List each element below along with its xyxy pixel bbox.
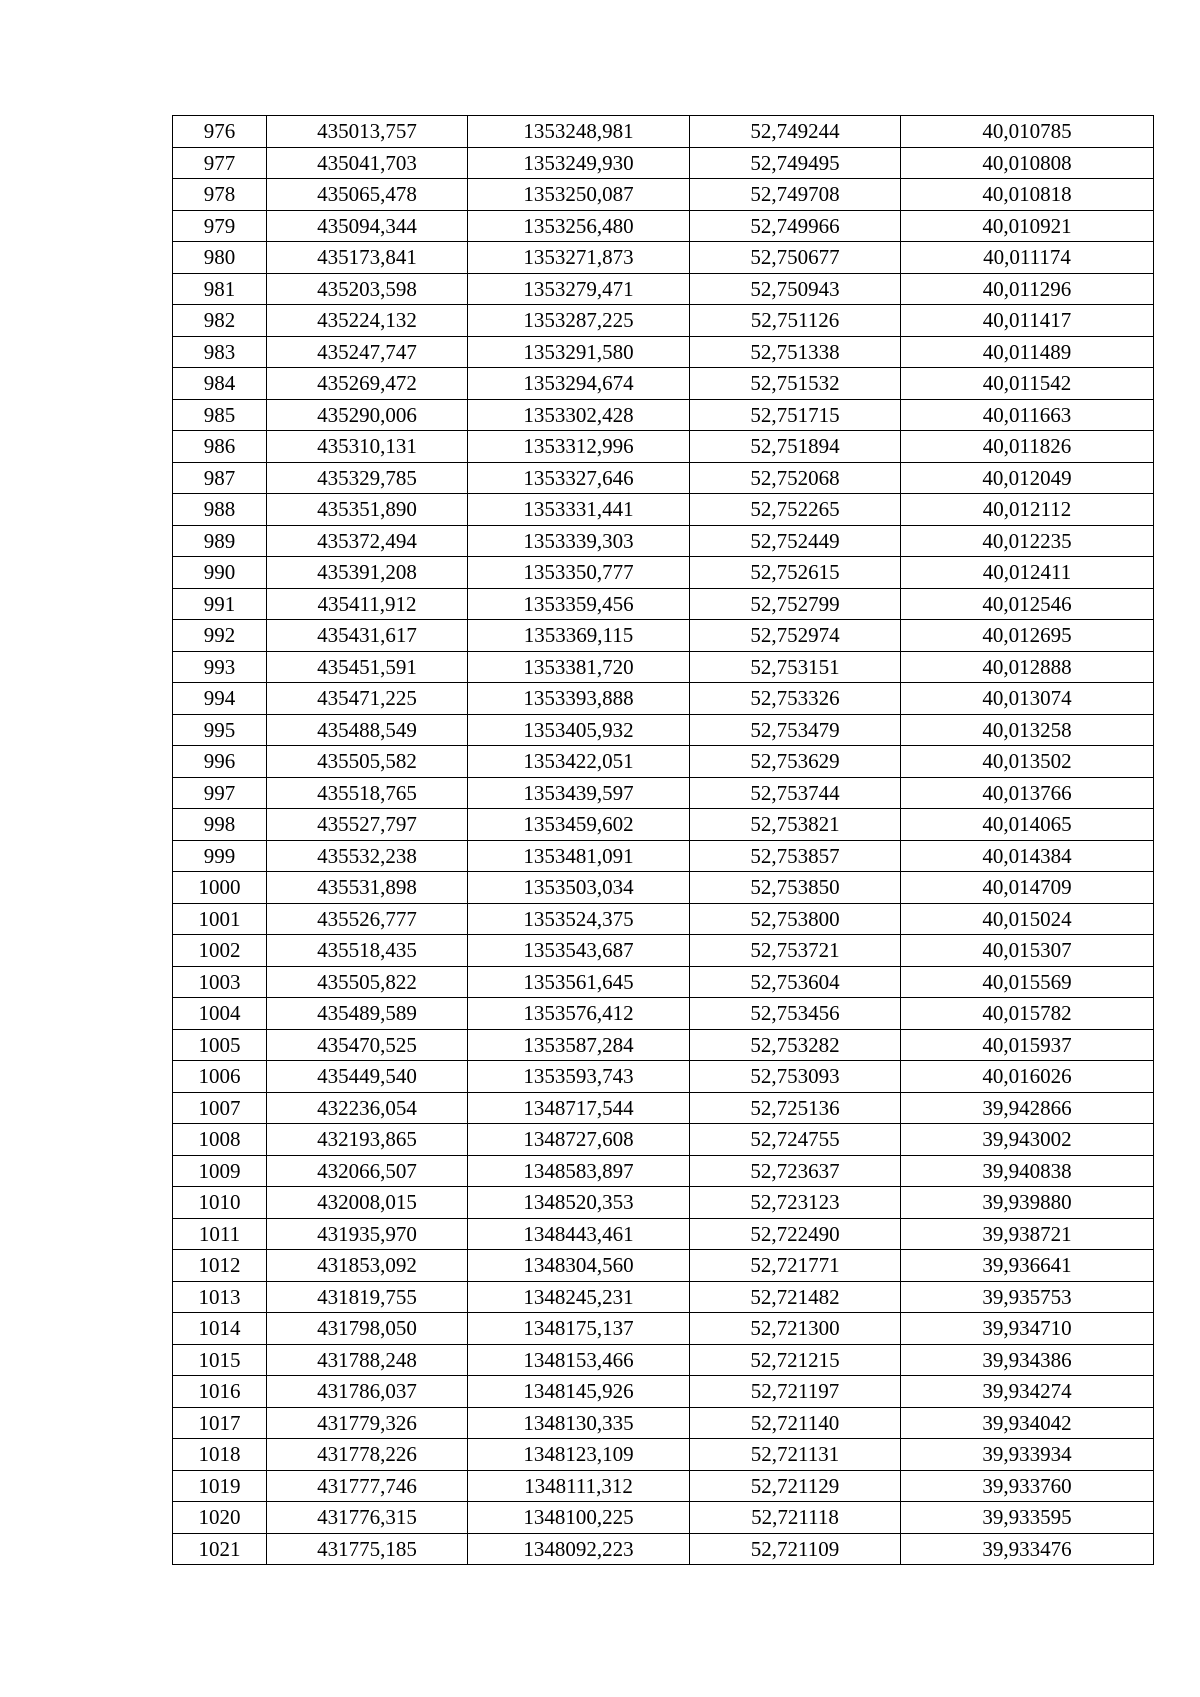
table-row: [173, 1439, 1154, 1471]
latitude-cell: 52,721131: [690, 1439, 901, 1471]
latitude-cell: 52,750943: [690, 273, 901, 305]
longitude-cell: 40,016026: [901, 1061, 1154, 1093]
y-coordinate-cell: 1353294,674: [468, 368, 690, 400]
point-number-cell: 978: [173, 179, 267, 211]
y-coordinate-cell: 1348717,544: [468, 1092, 690, 1124]
table-row: [173, 998, 1154, 1030]
latitude-cell: 52,749244: [690, 116, 901, 148]
x-coordinate-cell: 435431,617: [267, 620, 468, 652]
latitude-cell: 52,752799: [690, 588, 901, 620]
latitude-cell: 52,721771: [690, 1250, 901, 1282]
longitude-cell: 40,015307: [901, 935, 1154, 967]
table-row: [173, 777, 1154, 809]
latitude-cell: 52,753282: [690, 1029, 901, 1061]
longitude-cell: 39,934386: [901, 1344, 1154, 1376]
longitude-cell: 40,013258: [901, 714, 1154, 746]
x-coordinate-cell: 435488,549: [267, 714, 468, 746]
table-row: [173, 1155, 1154, 1187]
point-number-cell: 999: [173, 840, 267, 872]
x-coordinate-cell: 431853,092: [267, 1250, 468, 1282]
table-row: [173, 1407, 1154, 1439]
y-coordinate-cell: 1348145,926: [468, 1376, 690, 1408]
table-row: [173, 903, 1154, 935]
point-number-cell: 1006: [173, 1061, 267, 1093]
latitude-cell: 52,721129: [690, 1470, 901, 1502]
x-coordinate-cell: 435449,540: [267, 1061, 468, 1093]
table-row: [173, 1218, 1154, 1250]
x-coordinate-cell: 435247,747: [267, 336, 468, 368]
table-row: [173, 1187, 1154, 1219]
latitude-cell: 52,725136: [690, 1092, 901, 1124]
longitude-cell: 40,015782: [901, 998, 1154, 1030]
y-coordinate-cell: 1348111,312: [468, 1470, 690, 1502]
point-number-cell: 1012: [173, 1250, 267, 1282]
y-coordinate-cell: 1353279,471: [468, 273, 690, 305]
longitude-cell: 40,012049: [901, 462, 1154, 494]
latitude-cell: 52,753800: [690, 903, 901, 935]
x-coordinate-cell: 435505,822: [267, 966, 468, 998]
x-coordinate-cell: 435411,912: [267, 588, 468, 620]
x-coordinate-cell: 435310,131: [267, 431, 468, 463]
x-coordinate-cell: 435372,494: [267, 525, 468, 557]
point-number-cell: 1005: [173, 1029, 267, 1061]
longitude-cell: 40,011826: [901, 431, 1154, 463]
latitude-cell: 52,753629: [690, 746, 901, 778]
longitude-cell: 40,012695: [901, 620, 1154, 652]
longitude-cell: 40,015024: [901, 903, 1154, 935]
latitude-cell: 52,721482: [690, 1281, 901, 1313]
point-number-cell: 1003: [173, 966, 267, 998]
table-row: [173, 431, 1154, 463]
latitude-cell: 52,721109: [690, 1533, 901, 1565]
x-coordinate-cell: 435224,132: [267, 305, 468, 337]
longitude-cell: 39,938721: [901, 1218, 1154, 1250]
latitude-cell: 52,751338: [690, 336, 901, 368]
point-number-cell: 979: [173, 210, 267, 242]
table-row: [173, 1281, 1154, 1313]
x-coordinate-cell: 431778,226: [267, 1439, 468, 1471]
latitude-cell: 52,753326: [690, 683, 901, 715]
x-coordinate-cell: 435269,472: [267, 368, 468, 400]
point-number-cell: 1007: [173, 1092, 267, 1124]
latitude-cell: 52,752265: [690, 494, 901, 526]
table-row: [173, 683, 1154, 715]
y-coordinate-cell: 1353481,091: [468, 840, 690, 872]
point-number-cell: 1019: [173, 1470, 267, 1502]
longitude-cell: 40,012411: [901, 557, 1154, 589]
point-number-cell: 1001: [173, 903, 267, 935]
y-coordinate-cell: 1353248,981: [468, 116, 690, 148]
table-row: [173, 1533, 1154, 1565]
longitude-cell: 39,933934: [901, 1439, 1154, 1471]
longitude-cell: 40,011296: [901, 273, 1154, 305]
x-coordinate-cell: 435527,797: [267, 809, 468, 841]
longitude-cell: 39,933476: [901, 1533, 1154, 1565]
point-number-cell: 1010: [173, 1187, 267, 1219]
y-coordinate-cell: 1353350,777: [468, 557, 690, 589]
y-coordinate-cell: 1353331,441: [468, 494, 690, 526]
x-coordinate-cell: 435391,208: [267, 557, 468, 589]
y-coordinate-cell: 1348520,353: [468, 1187, 690, 1219]
longitude-cell: 39,936641: [901, 1250, 1154, 1282]
x-coordinate-cell: 435173,841: [267, 242, 468, 274]
x-coordinate-cell: 435329,785: [267, 462, 468, 494]
y-coordinate-cell: 1348245,231: [468, 1281, 690, 1313]
y-coordinate-cell: 1353561,645: [468, 966, 690, 998]
longitude-cell: 40,011542: [901, 368, 1154, 400]
point-number-cell: 1016: [173, 1376, 267, 1408]
y-coordinate-cell: 1348727,608: [468, 1124, 690, 1156]
longitude-cell: 40,012112: [901, 494, 1154, 526]
longitude-cell: 40,014384: [901, 840, 1154, 872]
y-coordinate-cell: 1353439,597: [468, 777, 690, 809]
point-number-cell: 984: [173, 368, 267, 400]
table-row: [173, 1376, 1154, 1408]
table-row: [173, 1313, 1154, 1345]
x-coordinate-cell: 435065,478: [267, 179, 468, 211]
point-number-cell: 986: [173, 431, 267, 463]
x-coordinate-cell: 435518,435: [267, 935, 468, 967]
longitude-cell: 39,935753: [901, 1281, 1154, 1313]
point-number-cell: 981: [173, 273, 267, 305]
latitude-cell: 52,749966: [690, 210, 901, 242]
longitude-cell: 39,942866: [901, 1092, 1154, 1124]
x-coordinate-cell: 431788,248: [267, 1344, 468, 1376]
point-number-cell: 989: [173, 525, 267, 557]
longitude-cell: 39,934042: [901, 1407, 1154, 1439]
y-coordinate-cell: 1353287,225: [468, 305, 690, 337]
longitude-cell: 40,010818: [901, 179, 1154, 211]
latitude-cell: 52,722490: [690, 1218, 901, 1250]
x-coordinate-cell: 435489,589: [267, 998, 468, 1030]
point-number-cell: 1000: [173, 872, 267, 904]
x-coordinate-cell: 435013,757: [267, 116, 468, 148]
y-coordinate-cell: 1353339,303: [468, 525, 690, 557]
table-row: [173, 1502, 1154, 1534]
longitude-cell: 40,015569: [901, 966, 1154, 998]
latitude-cell: 52,753456: [690, 998, 901, 1030]
table-row: [173, 588, 1154, 620]
x-coordinate-cell: 431775,185: [267, 1533, 468, 1565]
y-coordinate-cell: 1353393,888: [468, 683, 690, 715]
table-row: [173, 179, 1154, 211]
point-number-cell: 993: [173, 651, 267, 683]
latitude-cell: 52,752449: [690, 525, 901, 557]
y-coordinate-cell: 1348175,137: [468, 1313, 690, 1345]
table-row: [173, 1061, 1154, 1093]
longitude-cell: 40,013766: [901, 777, 1154, 809]
latitude-cell: 52,753850: [690, 872, 901, 904]
point-number-cell: 988: [173, 494, 267, 526]
x-coordinate-cell: 435094,344: [267, 210, 468, 242]
latitude-cell: 52,751126: [690, 305, 901, 337]
table-row: [173, 368, 1154, 400]
y-coordinate-cell: 1353291,580: [468, 336, 690, 368]
point-number-cell: 1021: [173, 1533, 267, 1565]
latitude-cell: 52,751894: [690, 431, 901, 463]
latitude-cell: 52,753093: [690, 1061, 901, 1093]
latitude-cell: 52,753821: [690, 809, 901, 841]
longitude-cell: 40,010808: [901, 147, 1154, 179]
y-coordinate-cell: 1353302,428: [468, 399, 690, 431]
point-number-cell: 976: [173, 116, 267, 148]
point-number-cell: 1015: [173, 1344, 267, 1376]
table-row: [173, 1250, 1154, 1282]
y-coordinate-cell: 1348123,109: [468, 1439, 690, 1471]
point-number-cell: 985: [173, 399, 267, 431]
table-row: [173, 305, 1154, 337]
point-number-cell: 987: [173, 462, 267, 494]
longitude-cell: 39,940838: [901, 1155, 1154, 1187]
point-number-cell: 1017: [173, 1407, 267, 1439]
latitude-cell: 52,721300: [690, 1313, 901, 1345]
y-coordinate-cell: 1353249,930: [468, 147, 690, 179]
longitude-cell: 40,010785: [901, 116, 1154, 148]
y-coordinate-cell: 1353369,115: [468, 620, 690, 652]
longitude-cell: 40,015937: [901, 1029, 1154, 1061]
y-coordinate-cell: 1348443,461: [468, 1218, 690, 1250]
longitude-cell: 39,933760: [901, 1470, 1154, 1502]
x-coordinate-cell: 435470,525: [267, 1029, 468, 1061]
point-number-cell: 1004: [173, 998, 267, 1030]
point-number-cell: 977: [173, 147, 267, 179]
longitude-cell: 40,012888: [901, 651, 1154, 683]
y-coordinate-cell: 1353543,687: [468, 935, 690, 967]
table-row: [173, 336, 1154, 368]
y-coordinate-cell: 1353503,034: [468, 872, 690, 904]
y-coordinate-cell: 1353593,743: [468, 1061, 690, 1093]
y-coordinate-cell: 1353250,087: [468, 179, 690, 211]
point-number-cell: 996: [173, 746, 267, 778]
point-number-cell: 995: [173, 714, 267, 746]
y-coordinate-cell: 1353327,646: [468, 462, 690, 494]
table-row: [173, 1029, 1154, 1061]
x-coordinate-cell: 435290,006: [267, 399, 468, 431]
x-coordinate-cell: 431786,037: [267, 1376, 468, 1408]
y-coordinate-cell: 1353256,480: [468, 210, 690, 242]
table-row: [173, 966, 1154, 998]
point-number-cell: 983: [173, 336, 267, 368]
x-coordinate-cell: 431819,755: [267, 1281, 468, 1313]
point-number-cell: 1013: [173, 1281, 267, 1313]
table-row: [173, 116, 1154, 148]
y-coordinate-cell: 1348153,466: [468, 1344, 690, 1376]
longitude-cell: 40,014709: [901, 872, 1154, 904]
table-row: [173, 462, 1154, 494]
x-coordinate-cell: 432236,054: [267, 1092, 468, 1124]
x-coordinate-cell: 435351,890: [267, 494, 468, 526]
x-coordinate-cell: 435531,898: [267, 872, 468, 904]
y-coordinate-cell: 1353381,720: [468, 651, 690, 683]
point-number-cell: 990: [173, 557, 267, 589]
latitude-cell: 52,753604: [690, 966, 901, 998]
point-number-cell: 1008: [173, 1124, 267, 1156]
longitude-cell: 40,012546: [901, 588, 1154, 620]
y-coordinate-cell: 1348100,225: [468, 1502, 690, 1534]
table-row: [173, 620, 1154, 652]
x-coordinate-cell: 435532,238: [267, 840, 468, 872]
point-number-cell: 1018: [173, 1439, 267, 1471]
latitude-cell: 52,721197: [690, 1376, 901, 1408]
table-row: [173, 210, 1154, 242]
y-coordinate-cell: 1353524,375: [468, 903, 690, 935]
x-coordinate-cell: 435451,591: [267, 651, 468, 683]
y-coordinate-cell: 1353405,932: [468, 714, 690, 746]
longitude-cell: 40,011174: [901, 242, 1154, 274]
table-row: [173, 525, 1154, 557]
table-row: [173, 399, 1154, 431]
y-coordinate-cell: 1353459,602: [468, 809, 690, 841]
table-row: [173, 147, 1154, 179]
table-row: [173, 1470, 1154, 1502]
latitude-cell: 52,723123: [690, 1187, 901, 1219]
table-row: [173, 714, 1154, 746]
y-coordinate-cell: 1353587,284: [468, 1029, 690, 1061]
longitude-cell: 40,013502: [901, 746, 1154, 778]
longitude-cell: 40,011489: [901, 336, 1154, 368]
table-row: [173, 809, 1154, 841]
longitude-cell: 40,011663: [901, 399, 1154, 431]
latitude-cell: 52,752974: [690, 620, 901, 652]
point-number-cell: 991: [173, 588, 267, 620]
latitude-cell: 52,749495: [690, 147, 901, 179]
table-row: [173, 242, 1154, 274]
table-row: [173, 1092, 1154, 1124]
x-coordinate-cell: 435041,703: [267, 147, 468, 179]
y-coordinate-cell: 1348304,560: [468, 1250, 690, 1282]
x-coordinate-cell: 432008,015: [267, 1187, 468, 1219]
x-coordinate-cell: 435526,777: [267, 903, 468, 935]
point-number-cell: 994: [173, 683, 267, 715]
table-row: [173, 840, 1154, 872]
x-coordinate-cell: 431776,315: [267, 1502, 468, 1534]
latitude-cell: 52,752068: [690, 462, 901, 494]
x-coordinate-cell: 431779,326: [267, 1407, 468, 1439]
longitude-cell: 40,011417: [901, 305, 1154, 337]
y-coordinate-cell: 1348092,223: [468, 1533, 690, 1565]
latitude-cell: 52,721118: [690, 1502, 901, 1534]
table-row: [173, 1124, 1154, 1156]
longitude-cell: 39,943002: [901, 1124, 1154, 1156]
coordinates-table: [172, 115, 1154, 1565]
longitude-cell: 40,014065: [901, 809, 1154, 841]
longitude-cell: 39,934710: [901, 1313, 1154, 1345]
latitude-cell: 52,721215: [690, 1344, 901, 1376]
table-row: [173, 872, 1154, 904]
latitude-cell: 52,750677: [690, 242, 901, 274]
table-row: [173, 935, 1154, 967]
longitude-cell: 39,934274: [901, 1376, 1154, 1408]
latitude-cell: 52,753857: [690, 840, 901, 872]
latitude-cell: 52,753744: [690, 777, 901, 809]
point-number-cell: 998: [173, 809, 267, 841]
x-coordinate-cell: 435203,598: [267, 273, 468, 305]
latitude-cell: 52,752615: [690, 557, 901, 589]
x-coordinate-cell: 435518,765: [267, 777, 468, 809]
x-coordinate-cell: 431935,970: [267, 1218, 468, 1250]
y-coordinate-cell: 1353271,873: [468, 242, 690, 274]
coordinates-table-body: [173, 116, 1154, 1565]
y-coordinate-cell: 1353422,051: [468, 746, 690, 778]
latitude-cell: 52,753151: [690, 651, 901, 683]
y-coordinate-cell: 1348130,335: [468, 1407, 690, 1439]
x-coordinate-cell: 432193,865: [267, 1124, 468, 1156]
latitude-cell: 52,751715: [690, 399, 901, 431]
point-number-cell: 992: [173, 620, 267, 652]
point-number-cell: 1011: [173, 1218, 267, 1250]
x-coordinate-cell: 432066,507: [267, 1155, 468, 1187]
point-number-cell: 997: [173, 777, 267, 809]
point-number-cell: 1014: [173, 1313, 267, 1345]
longitude-cell: 40,013074: [901, 683, 1154, 715]
latitude-cell: 52,723637: [690, 1155, 901, 1187]
point-number-cell: 1020: [173, 1502, 267, 1534]
x-coordinate-cell: 435471,225: [267, 683, 468, 715]
table-row: [173, 1344, 1154, 1376]
latitude-cell: 52,753721: [690, 935, 901, 967]
longitude-cell: 39,939880: [901, 1187, 1154, 1219]
longitude-cell: 39,933595: [901, 1502, 1154, 1534]
latitude-cell: 52,721140: [690, 1407, 901, 1439]
latitude-cell: 52,749708: [690, 179, 901, 211]
y-coordinate-cell: 1353359,456: [468, 588, 690, 620]
latitude-cell: 52,751532: [690, 368, 901, 400]
latitude-cell: 52,753479: [690, 714, 901, 746]
latitude-cell: 52,724755: [690, 1124, 901, 1156]
y-coordinate-cell: 1353312,996: [468, 431, 690, 463]
y-coordinate-cell: 1348583,897: [468, 1155, 690, 1187]
point-number-cell: 1009: [173, 1155, 267, 1187]
x-coordinate-cell: 435505,582: [267, 746, 468, 778]
table-row: [173, 273, 1154, 305]
table-row: [173, 651, 1154, 683]
point-number-cell: 1002: [173, 935, 267, 967]
y-coordinate-cell: 1353576,412: [468, 998, 690, 1030]
x-coordinate-cell: 431798,050: [267, 1313, 468, 1345]
table-row: [173, 494, 1154, 526]
longitude-cell: 40,012235: [901, 525, 1154, 557]
point-number-cell: 982: [173, 305, 267, 337]
longitude-cell: 40,010921: [901, 210, 1154, 242]
x-coordinate-cell: 431777,746: [267, 1470, 468, 1502]
point-number-cell: 980: [173, 242, 267, 274]
table-row: [173, 746, 1154, 778]
table-row: [173, 557, 1154, 589]
